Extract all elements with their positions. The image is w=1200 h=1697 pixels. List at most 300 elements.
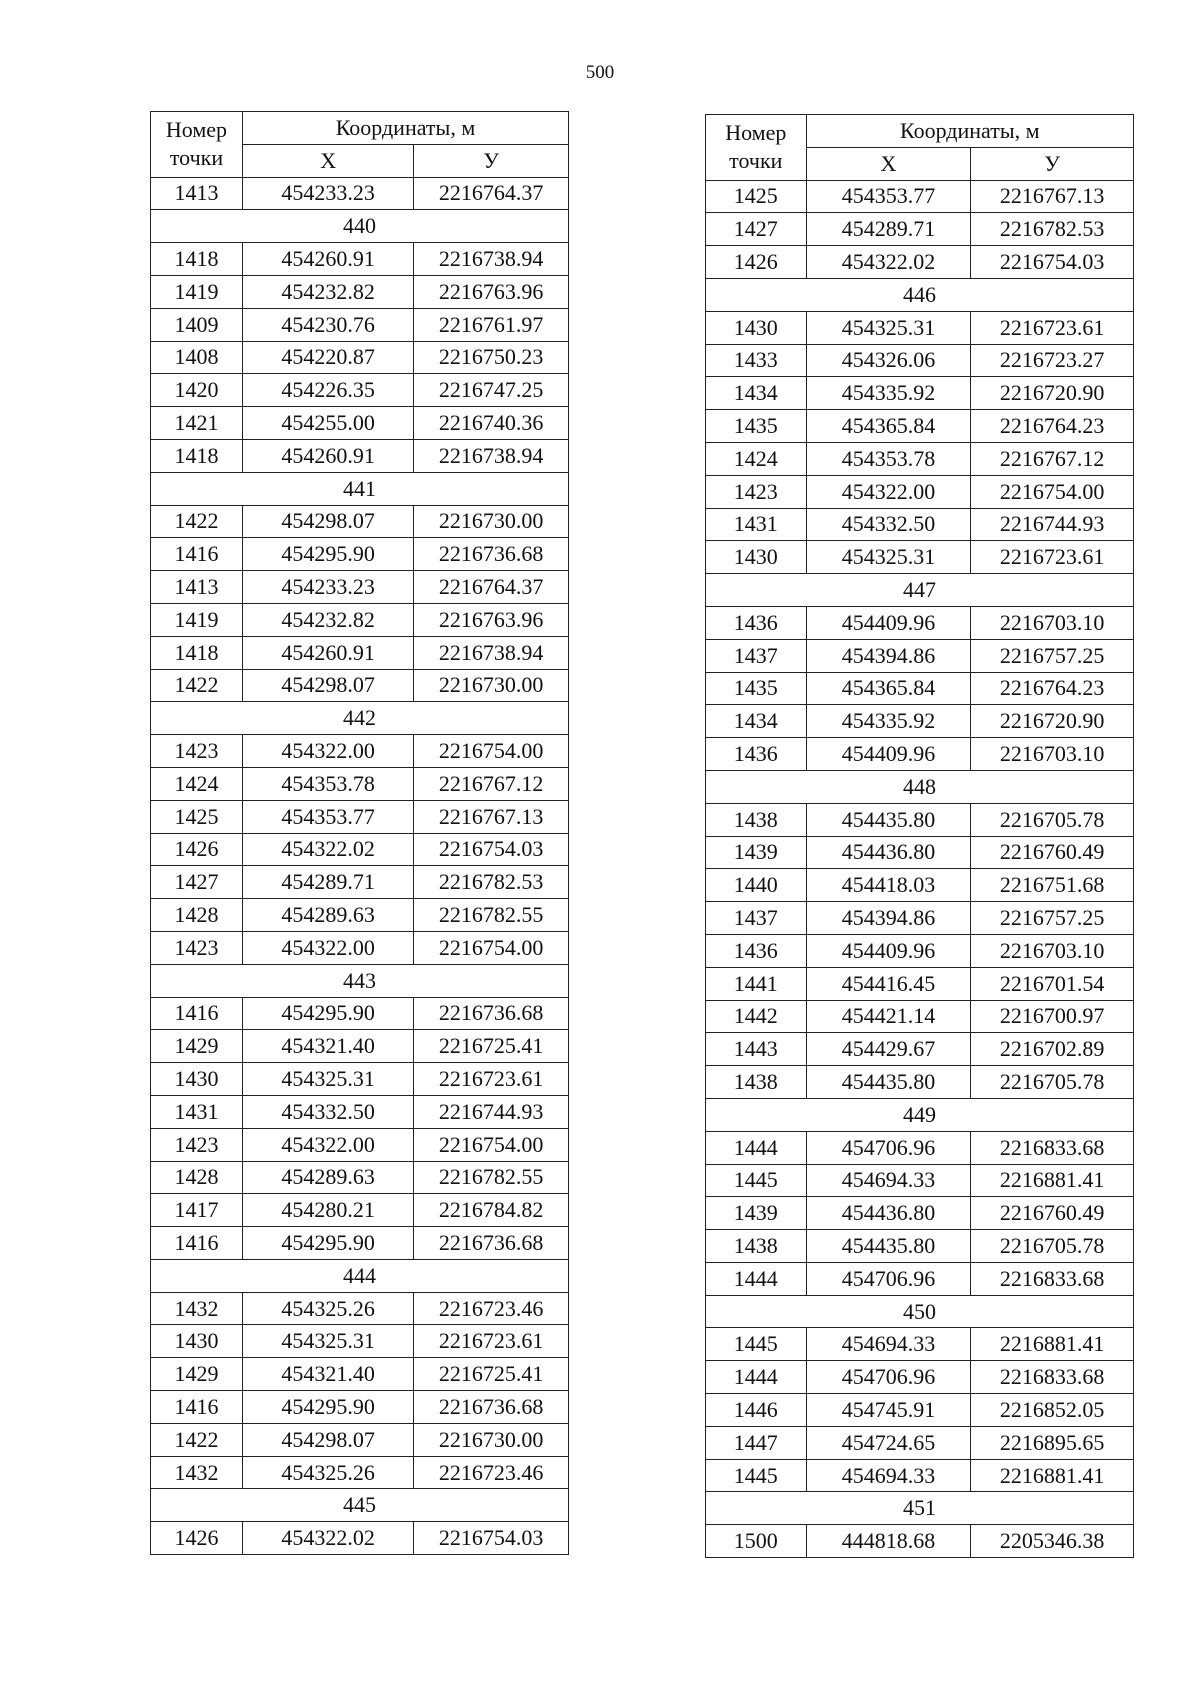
table-row <box>706 1525 1134 1558</box>
table-row <box>706 1262 1134 1295</box>
y-coordinate-cell: 2216767.13 <box>414 800 569 833</box>
y-coordinate-cell: 2216703.10 <box>971 738 1134 771</box>
x-coordinate-cell: 454706.96 <box>806 1361 971 1394</box>
group-number: 451 <box>706 1492 1134 1525</box>
table-row <box>706 639 1134 672</box>
group-number: 442 <box>151 702 569 735</box>
x-coordinate-cell: 454745.91 <box>806 1394 971 1427</box>
group-row <box>706 1492 1134 1525</box>
y-coordinate-cell: 2216833.68 <box>971 1262 1134 1295</box>
table-row <box>151 1456 569 1489</box>
x-coordinate-cell: 454298.07 <box>242 1423 413 1456</box>
y-coordinate-cell: 2216757.25 <box>971 639 1134 672</box>
y-coordinate-cell: 2216700.97 <box>971 1000 1134 1033</box>
point-number-cell: 1436 <box>706 934 807 967</box>
table-row <box>151 374 569 407</box>
table-row <box>151 1292 569 1325</box>
header-x: X <box>242 144 413 177</box>
table-row <box>151 505 569 538</box>
table-row <box>151 1391 569 1424</box>
header-point-number: Номер точки <box>706 115 807 181</box>
point-number-cell: 1423 <box>706 475 807 508</box>
table-row <box>151 669 569 702</box>
table-row <box>706 508 1134 541</box>
y-coordinate-cell: 2216833.68 <box>971 1131 1134 1164</box>
group-row <box>706 1098 1134 1131</box>
point-number-cell: 1425 <box>151 800 243 833</box>
header-coordinates: Координаты, м <box>242 112 568 145</box>
point-number-cell: 1440 <box>706 869 807 902</box>
point-number-cell: 1430 <box>151 1325 243 1358</box>
point-number-cell: 1434 <box>706 705 807 738</box>
y-coordinate-cell: 2216833.68 <box>971 1361 1134 1394</box>
y-coordinate-cell: 2216763.96 <box>414 603 569 636</box>
x-coordinate-cell: 454694.33 <box>806 1164 971 1197</box>
table-row <box>151 833 569 866</box>
x-coordinate-cell: 454325.31 <box>242 1063 413 1096</box>
x-coordinate-cell: 454289.63 <box>242 1161 413 1194</box>
x-coordinate-cell: 454232.82 <box>242 603 413 636</box>
y-coordinate-cell: 2216703.10 <box>971 934 1134 967</box>
x-coordinate-cell: 454230.76 <box>242 308 413 341</box>
point-number-cell: 1441 <box>706 967 807 1000</box>
x-coordinate-cell: 454394.86 <box>806 902 971 935</box>
table-row <box>706 344 1134 377</box>
point-number-cell: 1447 <box>706 1426 807 1459</box>
y-coordinate-cell: 2216725.41 <box>414 1358 569 1391</box>
point-number-cell: 1429 <box>151 1030 243 1063</box>
y-coordinate-cell: 2216730.00 <box>414 505 569 538</box>
group-number: 448 <box>706 770 1134 803</box>
y-coordinate-cell: 2216760.49 <box>971 836 1134 869</box>
x-coordinate-cell: 454706.96 <box>806 1131 971 1164</box>
x-coordinate-cell: 444818.68 <box>806 1525 971 1558</box>
table-row <box>706 1459 1134 1492</box>
y-coordinate-cell: 2216782.53 <box>414 866 569 899</box>
y-coordinate-cell: 2216754.03 <box>971 246 1134 279</box>
point-number-cell: 1422 <box>151 1423 243 1456</box>
y-coordinate-cell: 2216895.65 <box>971 1426 1134 1459</box>
table-row <box>151 1325 569 1358</box>
point-number-cell: 1408 <box>151 341 243 374</box>
group-number: 440 <box>151 210 569 243</box>
y-coordinate-cell: 2216764.23 <box>971 672 1134 705</box>
point-number-cell: 1436 <box>706 738 807 771</box>
table-row <box>706 934 1134 967</box>
table-row <box>706 1066 1134 1099</box>
x-coordinate-cell: 454322.00 <box>242 735 413 768</box>
x-coordinate-cell: 454289.63 <box>242 899 413 932</box>
coordinates-table-right <box>705 114 1134 1558</box>
table-row <box>151 1063 569 1096</box>
x-coordinate-cell: 454418.03 <box>806 869 971 902</box>
point-number-cell: 1436 <box>706 606 807 639</box>
x-coordinate-cell: 454694.33 <box>806 1328 971 1361</box>
x-coordinate-cell: 454694.33 <box>806 1459 971 1492</box>
x-coordinate-cell: 454298.07 <box>242 505 413 538</box>
table-row <box>151 1227 569 1260</box>
x-coordinate-cell: 454706.96 <box>806 1262 971 1295</box>
y-coordinate-cell: 2216881.41 <box>971 1164 1134 1197</box>
y-coordinate-cell: 2216764.23 <box>971 410 1134 443</box>
point-number-cell: 1423 <box>151 931 243 964</box>
y-coordinate-cell: 2216750.23 <box>414 341 569 374</box>
y-coordinate-cell: 2216725.41 <box>414 1030 569 1063</box>
point-number-cell: 1428 <box>151 899 243 932</box>
x-coordinate-cell: 454353.78 <box>242 767 413 800</box>
point-number-cell: 1418 <box>151 243 243 276</box>
point-number-cell: 1423 <box>151 735 243 768</box>
y-coordinate-cell: 2216754.00 <box>414 735 569 768</box>
group-number: 444 <box>151 1259 569 1292</box>
point-number-cell: 1445 <box>706 1459 807 1492</box>
y-coordinate-cell: 2216782.55 <box>414 899 569 932</box>
group-number: 446 <box>706 278 1134 311</box>
y-coordinate-cell: 2205346.38 <box>971 1525 1134 1558</box>
point-number-cell: 1426 <box>706 246 807 279</box>
point-number-cell: 1416 <box>151 1227 243 1260</box>
y-coordinate-cell: 2216736.68 <box>414 1227 569 1260</box>
point-number-cell: 1416 <box>151 538 243 571</box>
x-coordinate-cell: 454335.92 <box>806 705 971 738</box>
table-row <box>706 246 1134 279</box>
table-body-left <box>151 177 569 1554</box>
x-coordinate-cell: 454325.26 <box>242 1292 413 1325</box>
x-coordinate-cell: 454260.91 <box>242 439 413 472</box>
table-row <box>706 1164 1134 1197</box>
x-coordinate-cell: 454353.77 <box>242 800 413 833</box>
group-row <box>151 702 569 735</box>
y-coordinate-cell: 2216703.10 <box>971 606 1134 639</box>
x-coordinate-cell: 454295.90 <box>242 997 413 1030</box>
table-row <box>706 1426 1134 1459</box>
point-number-cell: 1442 <box>706 1000 807 1033</box>
y-coordinate-cell: 2216747.25 <box>414 374 569 407</box>
x-coordinate-cell: 454409.96 <box>806 606 971 639</box>
group-row <box>706 278 1134 311</box>
y-coordinate-cell: 2216723.61 <box>971 311 1134 344</box>
point-number-cell: 1439 <box>706 1197 807 1230</box>
x-coordinate-cell: 454233.23 <box>242 571 413 604</box>
group-number: 449 <box>706 1098 1134 1131</box>
table-row <box>706 475 1134 508</box>
point-number-cell: 1435 <box>706 672 807 705</box>
group-row <box>706 770 1134 803</box>
point-number-cell: 1430 <box>706 311 807 344</box>
table-row <box>151 1095 569 1128</box>
y-coordinate-cell: 2216764.37 <box>414 177 569 210</box>
x-coordinate-cell: 454436.80 <box>806 836 971 869</box>
table-row <box>151 1358 569 1391</box>
table-row <box>706 836 1134 869</box>
x-coordinate-cell: 454325.31 <box>806 541 971 574</box>
point-number-cell: 1418 <box>151 636 243 669</box>
point-number-cell: 1418 <box>151 439 243 472</box>
point-number-cell: 1443 <box>706 1033 807 1066</box>
group-number: 441 <box>151 472 569 505</box>
y-coordinate-cell: 2216852.05 <box>971 1394 1134 1427</box>
point-number-cell: 1434 <box>706 377 807 410</box>
y-coordinate-cell: 2216730.00 <box>414 669 569 702</box>
x-coordinate-cell: 454220.87 <box>242 341 413 374</box>
x-coordinate-cell: 454322.02 <box>242 833 413 866</box>
table-row <box>151 275 569 308</box>
y-coordinate-cell: 2216723.61 <box>414 1325 569 1358</box>
y-coordinate-cell: 2216738.94 <box>414 439 569 472</box>
point-number-cell: 1420 <box>151 374 243 407</box>
y-coordinate-cell: 2216736.68 <box>414 997 569 1030</box>
y-coordinate-cell: 2216754.03 <box>414 833 569 866</box>
y-coordinate-cell: 2216760.49 <box>971 1197 1134 1230</box>
y-coordinate-cell: 2216723.46 <box>414 1456 569 1489</box>
table-row <box>151 1161 569 1194</box>
table-row <box>151 636 569 669</box>
point-number-cell: 1439 <box>706 836 807 869</box>
x-coordinate-cell: 454416.45 <box>806 967 971 1000</box>
table-row <box>706 410 1134 443</box>
x-coordinate-cell: 454394.86 <box>806 639 971 672</box>
y-coordinate-cell: 2216754.00 <box>971 475 1134 508</box>
point-number-cell: 1417 <box>151 1194 243 1227</box>
point-number-cell: 1430 <box>706 541 807 574</box>
x-coordinate-cell: 454724.65 <box>806 1426 971 1459</box>
y-coordinate-cell: 2216757.25 <box>971 902 1134 935</box>
table-row <box>706 180 1134 213</box>
point-number-cell: 1433 <box>706 344 807 377</box>
header-x: X <box>806 147 971 180</box>
point-number-cell: 1445 <box>706 1328 807 1361</box>
y-coordinate-cell: 2216738.94 <box>414 636 569 669</box>
table-row <box>706 967 1134 1000</box>
point-number-cell: 1500 <box>706 1525 807 1558</box>
group-row <box>151 964 569 997</box>
table-row <box>151 997 569 1030</box>
group-number: 450 <box>706 1295 1134 1328</box>
point-number-cell: 1437 <box>706 639 807 672</box>
point-number-cell: 1444 <box>706 1361 807 1394</box>
x-coordinate-cell: 454322.02 <box>242 1522 413 1555</box>
x-coordinate-cell: 454325.31 <box>806 311 971 344</box>
y-coordinate-cell: 2216723.61 <box>971 541 1134 574</box>
x-coordinate-cell: 454435.80 <box>806 1230 971 1263</box>
header-point-number: Номер точки <box>151 112 243 178</box>
table-row <box>151 1522 569 1555</box>
table-row <box>706 377 1134 410</box>
y-coordinate-cell: 2216881.41 <box>971 1459 1134 1492</box>
table-row <box>151 407 569 440</box>
table-row <box>706 869 1134 902</box>
x-coordinate-cell: 454295.90 <box>242 538 413 571</box>
x-coordinate-cell: 454325.26 <box>242 1456 413 1489</box>
point-number-cell: 1444 <box>706 1262 807 1295</box>
y-coordinate-cell: 2216740.36 <box>414 407 569 440</box>
group-row <box>706 574 1134 607</box>
point-number-cell: 1446 <box>706 1394 807 1427</box>
group-row <box>706 1295 1134 1328</box>
y-coordinate-cell: 2216720.90 <box>971 705 1134 738</box>
table-row <box>706 1361 1134 1394</box>
y-coordinate-cell: 2216751.68 <box>971 869 1134 902</box>
x-coordinate-cell: 454353.77 <box>806 180 971 213</box>
x-coordinate-cell: 454322.00 <box>242 931 413 964</box>
point-number-cell: 1432 <box>151 1292 243 1325</box>
point-number-cell: 1438 <box>706 1066 807 1099</box>
x-coordinate-cell: 454260.91 <box>242 636 413 669</box>
y-coordinate-cell: 2216738.94 <box>414 243 569 276</box>
point-number-cell: 1432 <box>151 1456 243 1489</box>
table-row <box>706 1328 1134 1361</box>
point-number-cell: 1424 <box>151 767 243 800</box>
y-coordinate-cell: 2216754.00 <box>414 1128 569 1161</box>
table-row <box>706 1000 1134 1033</box>
x-coordinate-cell: 454295.90 <box>242 1391 413 1424</box>
group-row <box>151 472 569 505</box>
x-coordinate-cell: 454255.00 <box>242 407 413 440</box>
page-number: 500 <box>585 62 615 83</box>
x-coordinate-cell: 454365.84 <box>806 410 971 443</box>
header-coordinates: Координаты, м <box>806 115 1133 148</box>
header-y: У <box>971 147 1134 180</box>
group-number: 443 <box>151 964 569 997</box>
x-coordinate-cell: 454409.96 <box>806 738 971 771</box>
table-row <box>706 1131 1134 1164</box>
point-number-cell: 1416 <box>151 997 243 1030</box>
point-number-cell: 1427 <box>706 213 807 246</box>
x-coordinate-cell: 454429.67 <box>806 1033 971 1066</box>
group-row <box>151 210 569 243</box>
table-row <box>151 1194 569 1227</box>
table-row <box>706 442 1134 475</box>
y-coordinate-cell: 2216720.90 <box>971 377 1134 410</box>
x-coordinate-cell: 454326.06 <box>806 344 971 377</box>
group-number: 445 <box>151 1489 569 1522</box>
y-coordinate-cell: 2216736.68 <box>414 1391 569 1424</box>
table-row <box>706 803 1134 836</box>
table-row <box>151 931 569 964</box>
table-row <box>151 341 569 374</box>
x-coordinate-cell: 454289.71 <box>242 866 413 899</box>
x-coordinate-cell: 454325.31 <box>242 1325 413 1358</box>
x-coordinate-cell: 454232.82 <box>242 275 413 308</box>
x-coordinate-cell: 454322.00 <box>806 475 971 508</box>
point-number-cell: 1429 <box>151 1358 243 1391</box>
coordinates-table-left <box>150 111 569 1555</box>
point-number-cell: 1437 <box>706 902 807 935</box>
y-coordinate-cell: 2216705.78 <box>971 1230 1134 1263</box>
table-row <box>151 439 569 472</box>
group-row <box>151 1489 569 1522</box>
table-row <box>151 800 569 833</box>
table-row <box>706 541 1134 574</box>
point-number-cell: 1435 <box>706 410 807 443</box>
y-coordinate-cell: 2216881.41 <box>971 1328 1134 1361</box>
y-coordinate-cell: 2216767.13 <box>971 180 1134 213</box>
point-number-cell: 1428 <box>151 1161 243 1194</box>
table-row <box>151 603 569 636</box>
x-coordinate-cell: 454322.02 <box>806 246 971 279</box>
x-coordinate-cell: 454289.71 <box>806 213 971 246</box>
y-coordinate-cell: 2216730.00 <box>414 1423 569 1456</box>
x-coordinate-cell: 454365.84 <box>806 672 971 705</box>
table-row <box>151 243 569 276</box>
point-number-cell: 1430 <box>151 1063 243 1096</box>
y-coordinate-cell: 2216705.78 <box>971 803 1134 836</box>
y-coordinate-cell: 2216784.82 <box>414 1194 569 1227</box>
x-coordinate-cell: 454353.78 <box>806 442 971 475</box>
x-coordinate-cell: 454436.80 <box>806 1197 971 1230</box>
y-coordinate-cell: 2216767.12 <box>971 442 1134 475</box>
point-number-cell: 1413 <box>151 177 243 210</box>
table-row <box>151 1423 569 1456</box>
y-coordinate-cell: 2216744.93 <box>971 508 1134 541</box>
table-row <box>706 902 1134 935</box>
y-coordinate-cell: 2216763.96 <box>414 275 569 308</box>
x-coordinate-cell: 454322.00 <box>242 1128 413 1161</box>
x-coordinate-cell: 454335.92 <box>806 377 971 410</box>
table-row <box>151 538 569 571</box>
point-number-cell: 1423 <box>151 1128 243 1161</box>
table-row <box>151 571 569 604</box>
x-coordinate-cell: 454260.91 <box>242 243 413 276</box>
point-number-cell: 1426 <box>151 833 243 866</box>
point-number-cell: 1438 <box>706 1230 807 1263</box>
y-coordinate-cell: 2216736.68 <box>414 538 569 571</box>
table-row <box>151 767 569 800</box>
point-number-cell: 1422 <box>151 669 243 702</box>
table-row <box>706 1033 1134 1066</box>
y-coordinate-cell: 2216744.93 <box>414 1095 569 1128</box>
x-coordinate-cell: 454409.96 <box>806 934 971 967</box>
point-number-cell: 1431 <box>706 508 807 541</box>
x-coordinate-cell: 454280.21 <box>242 1194 413 1227</box>
x-coordinate-cell: 454435.80 <box>806 1066 971 1099</box>
point-number-cell: 1419 <box>151 275 243 308</box>
x-coordinate-cell: 454421.14 <box>806 1000 971 1033</box>
table-row <box>706 606 1134 639</box>
table-row <box>151 177 569 210</box>
x-coordinate-cell: 454332.50 <box>242 1095 413 1128</box>
y-coordinate-cell: 2216782.55 <box>414 1161 569 1194</box>
point-number-cell: 1416 <box>151 1391 243 1424</box>
group-number: 447 <box>706 574 1134 607</box>
y-coordinate-cell: 2216705.78 <box>971 1066 1134 1099</box>
y-coordinate-cell: 2216782.53 <box>971 213 1134 246</box>
y-coordinate-cell: 2216701.54 <box>971 967 1134 1000</box>
table-row <box>151 735 569 768</box>
y-coordinate-cell: 2216702.89 <box>971 1033 1134 1066</box>
table-row <box>706 1394 1134 1427</box>
table-row <box>706 311 1134 344</box>
x-coordinate-cell: 454233.23 <box>242 177 413 210</box>
point-number-cell: 1444 <box>706 1131 807 1164</box>
point-number-cell: 1431 <box>151 1095 243 1128</box>
header-y: У <box>414 144 569 177</box>
table-row <box>151 308 569 341</box>
point-number-cell: 1445 <box>706 1164 807 1197</box>
x-coordinate-cell: 454226.35 <box>242 374 413 407</box>
point-number-cell: 1409 <box>151 308 243 341</box>
table-row <box>706 672 1134 705</box>
table-row <box>151 899 569 932</box>
point-number-cell: 1424 <box>706 442 807 475</box>
y-coordinate-cell: 2216754.03 <box>414 1522 569 1555</box>
point-number-cell: 1438 <box>706 803 807 836</box>
group-row <box>151 1259 569 1292</box>
table-row <box>151 1128 569 1161</box>
y-coordinate-cell: 2216761.97 <box>414 308 569 341</box>
point-number-cell: 1427 <box>151 866 243 899</box>
point-number-cell: 1419 <box>151 603 243 636</box>
